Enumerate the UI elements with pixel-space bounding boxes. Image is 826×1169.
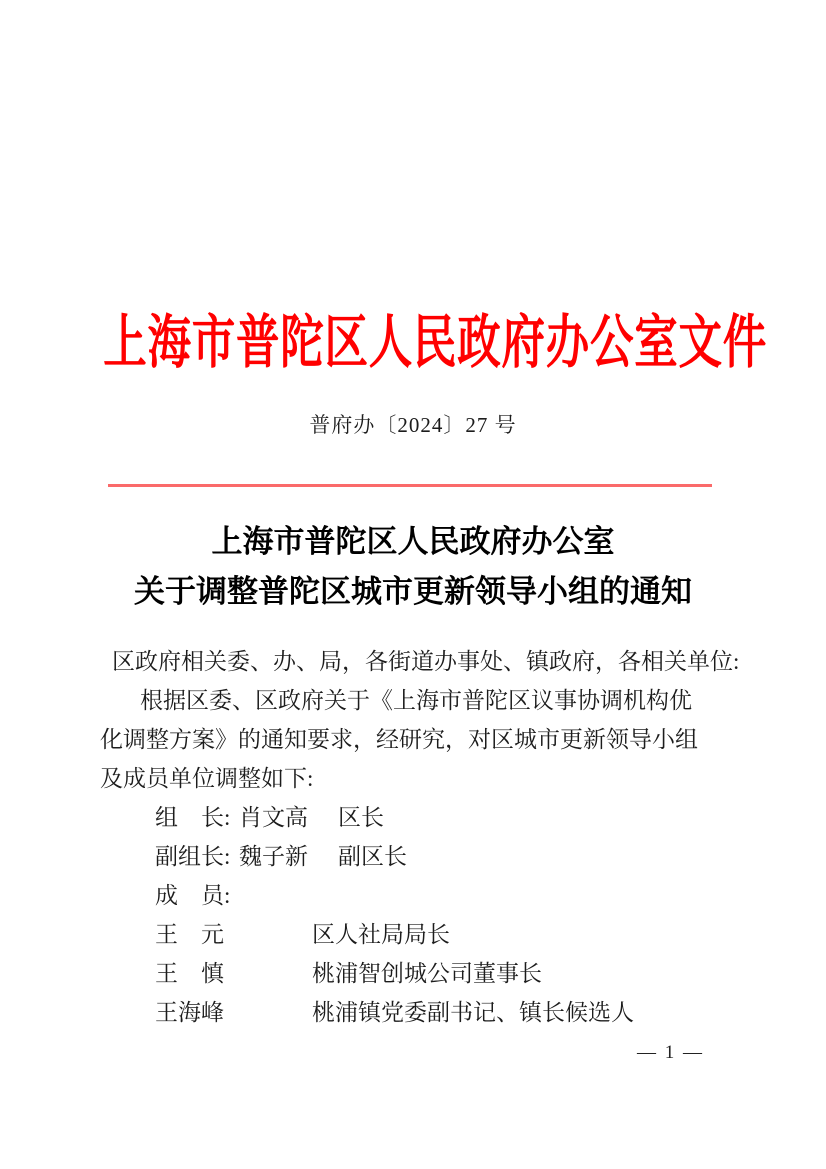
document-title — [0, 517, 826, 617]
role-person-title: 区长 — [338, 805, 384, 830]
member-title: 桃浦镇党委副书记、镇长候选人 — [312, 1000, 634, 1025]
member-row — [100, 954, 718, 993]
role-person-name: 魏子新 — [239, 844, 308, 869]
role-label: 副组长: — [155, 844, 231, 869]
member-title: 桃浦智创城公司董事长 — [312, 961, 542, 986]
paragraph-line: 根据区委、区政府关于《上海市普陀区议事协调机构优 — [140, 688, 692, 713]
member-name: 王 慎 — [155, 961, 224, 986]
agency-banner-title: 上海市普陀区人民政府办公室文件 — [103, 310, 768, 375]
role-label: 成 员: — [155, 883, 231, 908]
role-row-members-label — [100, 876, 718, 915]
paragraph-line: 化调整方案》的通知要求，经研究，对区城市更新领导小组 — [100, 727, 698, 752]
role-person-name — [239, 876, 338, 915]
member-name: 王海峰 — [155, 1000, 224, 1025]
document-title-line-1: 上海市普陀区人民政府办公室 — [211, 524, 615, 559]
document-number: 普府办〔2024〕27 号 — [309, 413, 517, 437]
member-row — [100, 993, 718, 1032]
salutation-line: 区政府相关委、办、局，各街道办事处、镇政府，各相关单位: — [112, 649, 740, 674]
role-row-leader — [100, 798, 718, 837]
role-person-name: 肖文高 — [239, 805, 308, 830]
page-number: — 1 — — [637, 1042, 704, 1063]
red-separator-rule — [108, 484, 712, 487]
document-body — [100, 642, 740, 1032]
paragraph-line: 及成员单位调整如下: — [100, 766, 314, 791]
role-label: 组 长: — [155, 805, 231, 830]
member-title: 区人社局局长 — [312, 922, 450, 947]
member-row — [100, 915, 718, 954]
member-name: 王 元 — [155, 922, 224, 947]
document-title-line-2: 关于调整普陀区城市更新领导小组的通知 — [134, 574, 692, 609]
role-person-title: 副区长 — [338, 844, 407, 869]
role-row-deputy-leader — [100, 837, 718, 876]
